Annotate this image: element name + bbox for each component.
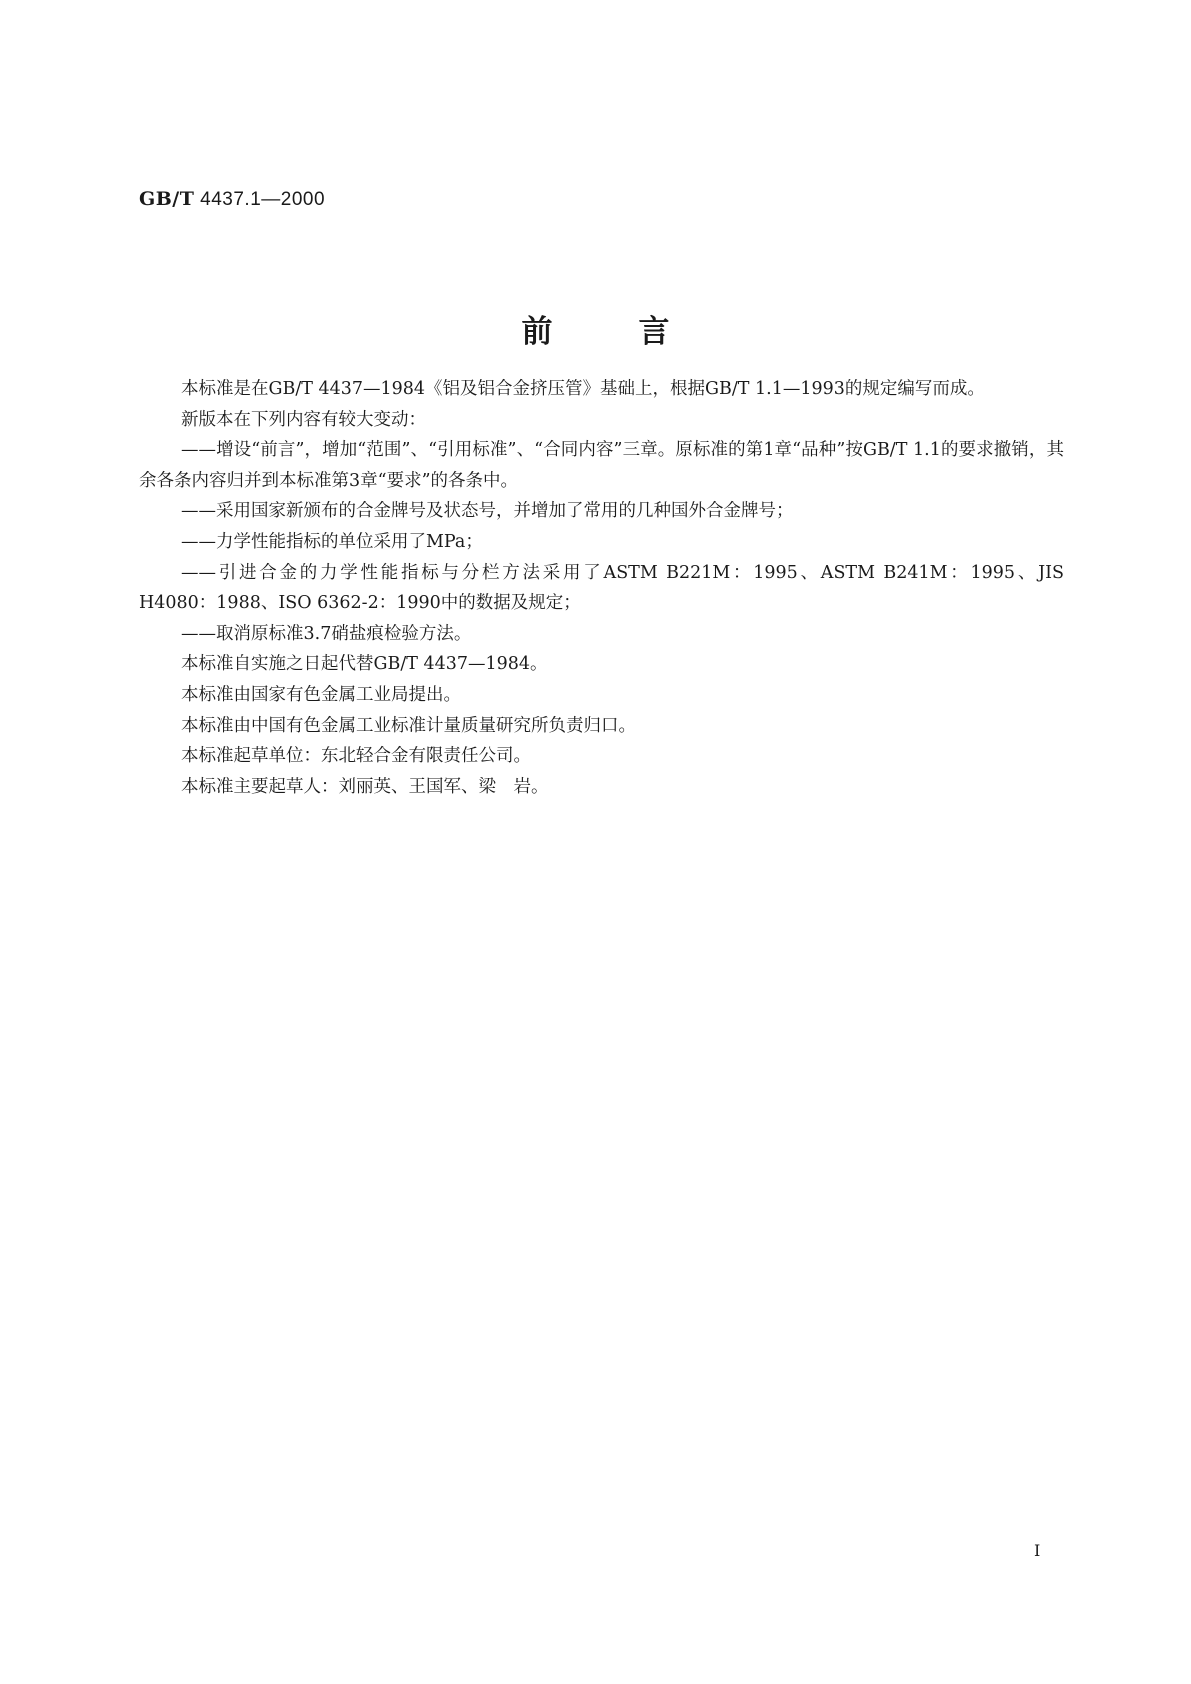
paragraph-change-chapters: ——增设“前言”，增加“范围”、“引用标准”、“合同内容”三章。原标准的第1章“品种”按GB/T 1.1的要求撤销，其余各条内容归并到本标准第3章“要求”的各条中。	[139, 440, 1064, 491]
page-title: 前言	[521, 314, 756, 350]
paragraph-change-units: ——力学性能指标的单位采用了MPa；	[181, 531, 483, 552]
document-code-prefix: GB/T	[139, 188, 195, 210]
paragraph-drafters: 本标准主要起草人：刘丽英、王国军、梁 岩。	[181, 776, 549, 797]
paragraph-centralized-by: 本标准由中国有色金属工业标准计量质量研究所负责归口。	[181, 715, 636, 736]
document-code	[139, 188, 325, 211]
document-code-number: 4437.1—2000	[194, 189, 326, 210]
paragraph-change-test-method: ——取消原标准3.7硝盐痕检验方法。	[181, 623, 472, 644]
foreword-body	[139, 374, 1064, 802]
paragraph-replaces: 本标准自实施之日起代替GB/T 4437—1984。	[181, 654, 548, 675]
paragraph-change-grades: ——采用国家新颁布的合金牌号及状态号，并增加了常用的几种国外合金牌号；	[181, 501, 794, 522]
paragraph-proposed-by: 本标准由国家有色金属工业局提出。	[181, 684, 461, 705]
paragraph-changes-intro: 新版本在下列内容有较大变动：	[181, 409, 426, 430]
paragraph-basis: 本标准是在GB/T 4437—1984《铝及铝合金挤压管》基础上，根据GB/T 1.1—1993的规定编写而成。	[181, 379, 985, 399]
paragraph-drafting-unit: 本标准起草单位：东北轻合金有限责任公司。	[181, 746, 531, 767]
page-number: I	[1034, 1541, 1041, 1560]
paragraph-change-properties: ——引进合金的力学性能指标与分栏方法采用了ASTM B221M：1995、ASTM B241M：1995、JIS H4080：1988、ISO 6362-2：1990中的数据及规定；	[139, 562, 1064, 614]
